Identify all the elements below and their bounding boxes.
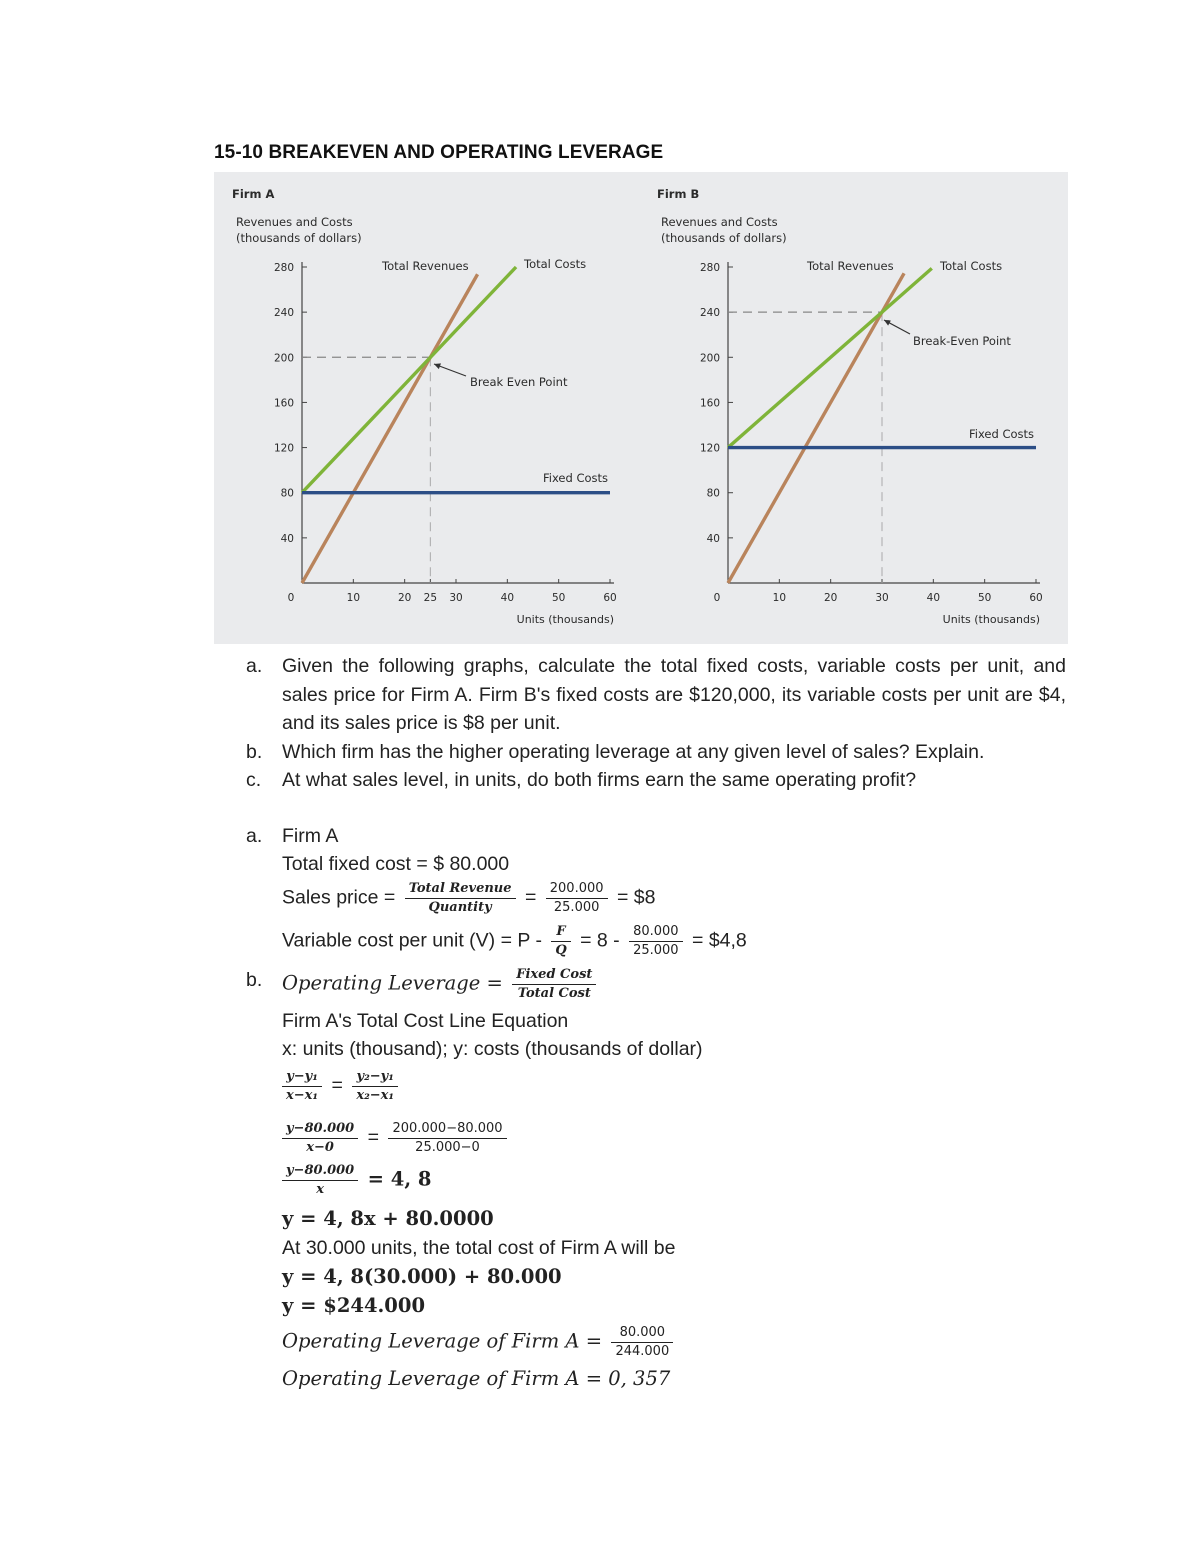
slope-formula-line: [278, 1068, 402, 1105]
series-label: Total Costs: [940, 259, 1003, 273]
x-tick-label: 40: [926, 592, 941, 604]
series-label: Total Costs: [524, 257, 587, 271]
question-text: Given the following graphs, calculate the total fixed costs, variable costs per unit, and sales price for Firm A. Firm B's fixed costs are $120,000, its variable costs per unit are $4, and its sales price is $8 per unit.: [282, 655, 1066, 734]
x-tick-label: 20: [397, 592, 412, 604]
y-tick-label: 80: [280, 487, 294, 500]
question-letter: c.: [246, 769, 262, 791]
fraction: [611, 1324, 673, 1361]
y-tick-label: 240: [699, 307, 720, 320]
fraction: [388, 1120, 506, 1157]
operating-leverage-firm-a-label: Operating Leverage of Firm A =: [282, 1329, 603, 1353]
y-tick-label: 200: [273, 352, 294, 365]
answer-a-head: [246, 822, 339, 850]
question-letter: b.: [246, 740, 263, 763]
numerator: Fixed Cost: [512, 966, 596, 985]
fraction: [282, 1162, 358, 1199]
x-tick-label: 60: [1029, 592, 1043, 604]
y-tick-label: 280: [699, 262, 720, 274]
total-cost-calc-text: y = 4, 8(30.000) + 80.000: [282, 1265, 562, 1288]
fraction: [352, 1068, 398, 1105]
x-tick-label: 20: [823, 592, 838, 604]
numerator: Total Revenue: [405, 880, 516, 899]
total-revenues-line: [728, 273, 904, 583]
y-tick-label: 120: [699, 442, 720, 455]
operating-leverage-firm-a-line: [282, 1324, 677, 1361]
x-tick-label: 10: [346, 592, 361, 604]
denominator: 244.000: [615, 1344, 670, 1359]
y-tick-label: 280: [273, 262, 294, 274]
breakeven-charts: [214, 172, 1068, 644]
fraction: [282, 1120, 358, 1157]
y-tick-label: 120: [273, 442, 294, 455]
denominator: x: [316, 1182, 324, 1197]
breakeven-figure: [214, 172, 1068, 644]
line-equation-text: y = 4, 8x + 80.0000: [282, 1207, 494, 1230]
denominator: x₂−x₁: [356, 1088, 395, 1103]
denominator: x−0: [306, 1140, 334, 1155]
fixed-cost-text: Total fixed cost = $ 80.000: [282, 853, 510, 875]
y-tick-label: 200: [699, 352, 720, 365]
numerator: F: [551, 923, 570, 942]
x-tick-label: 30: [449, 592, 463, 604]
x-tick-label: 25: [423, 592, 438, 604]
page-title: 15-10 BREAKEVEN AND OPERATING LEVERAGE: [214, 142, 664, 163]
series-label: Total Revenues: [807, 259, 894, 273]
x-tick-label: 40: [500, 592, 515, 604]
fraction: [512, 966, 596, 1003]
fraction: [629, 923, 683, 960]
answer-letter: b.: [246, 969, 263, 991]
breakeven-label: Break Even Point: [470, 375, 568, 389]
variable-cost-result: = $4,8: [692, 929, 747, 952]
sales-price-line: [282, 880, 655, 917]
series-label: Fixed Costs: [542, 471, 608, 485]
slope-value: = 4, 8: [367, 1167, 432, 1191]
axes-definition-text: x: units (thousand); y: costs (thousands of dollar): [282, 1038, 703, 1060]
y-tick-label: 40: [280, 532, 294, 545]
x-tick-label: 50: [551, 592, 566, 604]
fraction: [546, 880, 608, 917]
variable-cost-line: [282, 923, 747, 960]
denominator: 25.000: [633, 943, 679, 958]
y-axis-label: Revenues and Costs: [236, 215, 353, 229]
numerator: 200.000: [546, 880, 608, 899]
y-tick-label: 80: [706, 487, 720, 500]
chart-panel-2: [657, 187, 1043, 626]
total-cost-result-text: y = $244.000: [282, 1294, 426, 1317]
denominator: 25.000: [553, 900, 600, 915]
series-label: Fixed Costs: [968, 427, 1034, 441]
question-c: [246, 766, 1066, 795]
numerator: 80.000: [611, 1324, 673, 1343]
fraction: [551, 923, 570, 960]
equals-sign: =: [367, 1126, 380, 1149]
denominator: 25.000−0: [415, 1140, 480, 1155]
chart-panel-1: [232, 187, 617, 626]
denominator: x−x₁: [286, 1088, 319, 1103]
numerator: y−80.000: [282, 1120, 358, 1139]
denominator: Quantity: [428, 900, 492, 915]
question-text: At what sales level, in units, do both firms earn the same operating profit?: [282, 769, 917, 791]
fraction: [282, 1068, 322, 1105]
x-tick-label: 10: [772, 592, 787, 604]
y-axis-label: (thousands of dollars): [661, 231, 787, 245]
equals-sign: =: [524, 886, 537, 909]
variable-cost-mid: = 8 -: [580, 929, 620, 952]
total-costs-line: [728, 268, 932, 447]
at-units-sentence: At 30.000 units, the total cost of Firm A will be: [282, 1237, 676, 1259]
x-tick-label: 30: [875, 592, 889, 604]
breakeven-label: Break-Even Point: [913, 334, 1011, 348]
question-list: [246, 652, 1066, 795]
answer-letter: a.: [246, 825, 263, 847]
question-a: [246, 652, 1066, 738]
x-tick-label: 0: [287, 592, 295, 604]
total-revenues-line: [302, 274, 478, 583]
question-letter: a.: [246, 655, 263, 677]
slope-values-line: [278, 1120, 511, 1157]
operating-leverage-firm-a-result-text: Operating Leverage of Firm A = 0, 357: [282, 1367, 671, 1390]
fraction: [405, 880, 516, 917]
answer-b-head: [246, 966, 593, 1001]
y-axis-label: Revenues and Costs: [661, 215, 778, 229]
denominator: Q: [555, 943, 567, 958]
operating-leverage-formula: [282, 966, 600, 1003]
slope-result-line: [278, 1162, 431, 1199]
question-text: Which firm has the higher operating leverage at any given level of sales? Explain.: [282, 740, 985, 763]
panel-title: Firm A: [232, 187, 275, 201]
numerator: 200.000−80.000: [388, 1120, 506, 1139]
y-tick-label: 240: [273, 307, 294, 320]
sales-price-label: Sales price =: [282, 886, 396, 909]
equals-sign: =: [331, 1074, 343, 1097]
x-tick-label: 50: [977, 592, 992, 604]
x-axis-label: Units (thousands): [942, 613, 1040, 626]
y-axis-label: (thousands of dollars): [236, 231, 362, 245]
x-tick-label: 60: [603, 592, 617, 604]
numerator: y₂−y₁: [352, 1068, 398, 1087]
operating-leverage-label: Operating Leverage =: [282, 971, 503, 995]
panel-title: Firm B: [657, 187, 700, 201]
question-b: [246, 738, 1066, 767]
numerator: 80.000: [629, 923, 683, 942]
numerator: y−y₁: [282, 1068, 322, 1087]
y-tick-label: 160: [273, 397, 294, 410]
y-tick-label: 40: [706, 532, 720, 545]
x-tick-label: 0: [713, 592, 721, 604]
sales-price-result: = $8: [616, 886, 656, 909]
numerator: y−80.000: [282, 1162, 358, 1181]
y-tick-label: 160: [699, 397, 720, 410]
variable-cost-label: Variable cost per unit (V) = P -: [282, 929, 542, 952]
answer-firm: Firm A: [282, 825, 339, 847]
x-axis-label: Units (thousands): [516, 613, 614, 626]
total-cost-title-text: Firm A's Total Cost Line Equation: [282, 1010, 569, 1032]
series-label: Total Revenues: [382, 259, 469, 273]
denominator: Total Cost: [517, 986, 591, 1001]
